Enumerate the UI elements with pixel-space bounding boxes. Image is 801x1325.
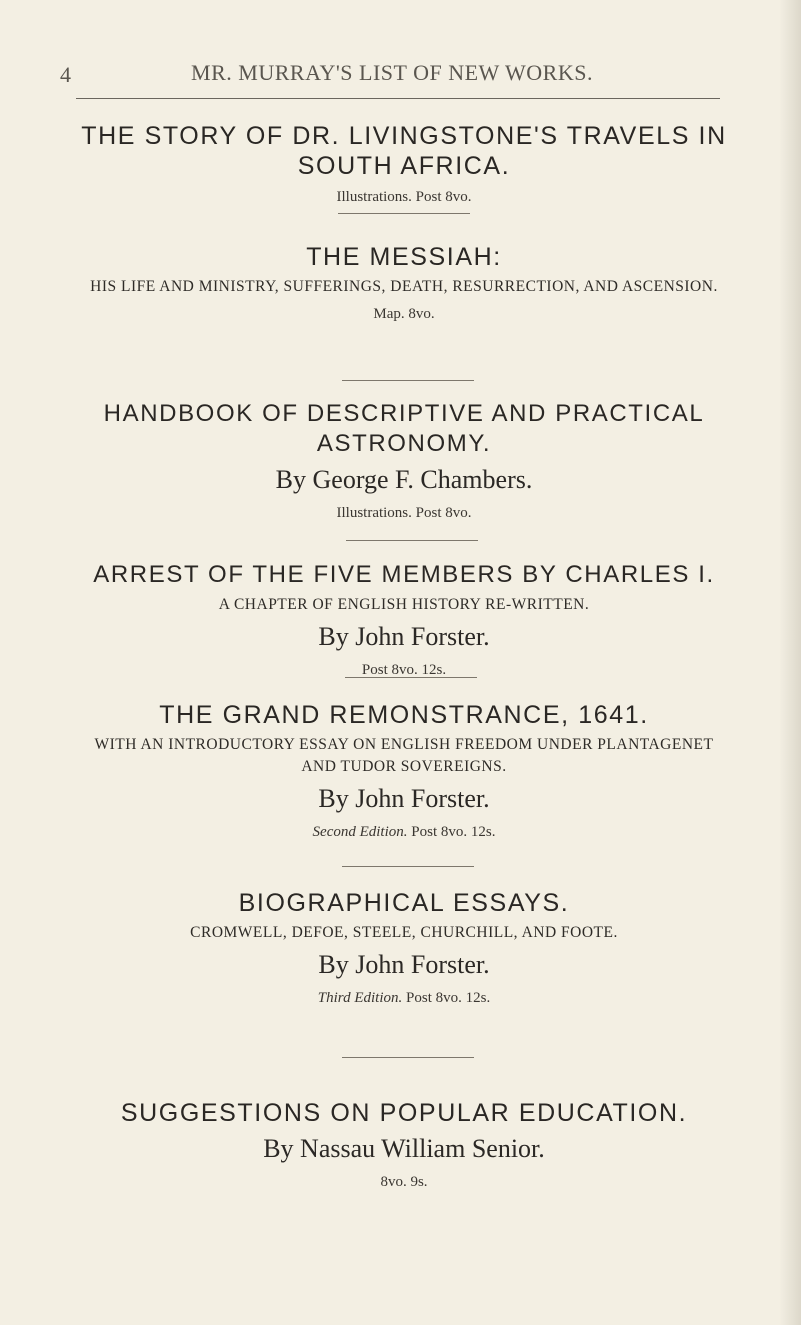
book-entry-grand-remonstrance [72, 700, 736, 842]
book-subtitle: CROMWELL, DEFOE, STEELE, CHURCHILL, AND FOOTE. [190, 924, 618, 941]
book-format [72, 988, 736, 1008]
book-entry-livingstone [72, 121, 736, 207]
book-entry-five-members [72, 560, 736, 680]
book-format: Illustrations. Post 8vo. [336, 505, 472, 521]
section-divider [342, 1057, 474, 1058]
book-title: ARREST OF THE FIVE MEMBERS BY CHARLES I. [93, 561, 715, 588]
book-author: By John Forster. [318, 784, 490, 813]
book-format [72, 822, 736, 842]
book-format: Map. 8vo. [373, 306, 435, 322]
book-format-price: Post 8vo. 12s. [406, 990, 491, 1006]
book-author: By John Forster. [318, 622, 490, 651]
book-subtitle: HIS LIFE AND MINISTRY, SUFFERINGS, DEATH, RESURRECTION, AND ASCENSION. [90, 278, 718, 295]
book-entry-astronomy [72, 399, 736, 523]
book-title: THE GRAND REMONSTRANCE, 1641. [159, 701, 649, 729]
page-number: 4 [60, 62, 71, 87]
book-title: HANDBOOK OF DESCRIPTIVE AND PRACTICAL ASTRONOMY. [103, 400, 705, 457]
book-subtitle: WITH AN INTRODUCTORY ESSAY ON ENGLISH FREEDOM UNDER PLANTAGENET AND TUDOR SOVEREIGNS. [94, 736, 714, 775]
book-entry-messiah [72, 242, 736, 324]
page-header [60, 60, 724, 100]
book-author: By Nassau William Senior. [263, 1134, 545, 1163]
book-format: Post 8vo. 12s. [361, 662, 447, 678]
section-divider [342, 380, 474, 381]
book-entry-biographical-essays [72, 888, 736, 1008]
book-title: THE MESSIAH: [306, 243, 502, 271]
section-divider [346, 540, 478, 541]
book-format-price: Post 8vo. 12s. [411, 824, 496, 840]
book-edition: Third Edition. [317, 990, 403, 1006]
book-title: BIOGRAPHICAL ESSAYS. [238, 889, 570, 917]
running-head: MR. MURRAY'S LIST OF NEW WORKS. [191, 60, 593, 85]
book-author: By George F. Chambers. [275, 465, 533, 494]
page-edge-shadow [779, 0, 801, 1325]
section-divider [345, 677, 477, 678]
book-subtitle: A CHAPTER OF ENGLISH HISTORY RE-WRITTEN. [218, 596, 590, 613]
book-edition: Second Edition. [312, 824, 408, 840]
book-entry-popular-education [72, 1098, 736, 1192]
book-title: SUGGESTIONS ON POPULAR EDUCATION. [120, 1099, 688, 1127]
book-format: Illustrations. Post 8vo. [336, 189, 472, 205]
section-divider [338, 213, 470, 214]
book-title: THE STORY OF DR. LIVINGSTONE'S TRAVELS IN SOUTH AFRICA. [81, 122, 727, 180]
book-author: By John Forster. [318, 950, 490, 979]
book-format: 8vo. 9s. [380, 1174, 428, 1190]
header-rule [76, 98, 720, 99]
section-divider [342, 866, 474, 867]
